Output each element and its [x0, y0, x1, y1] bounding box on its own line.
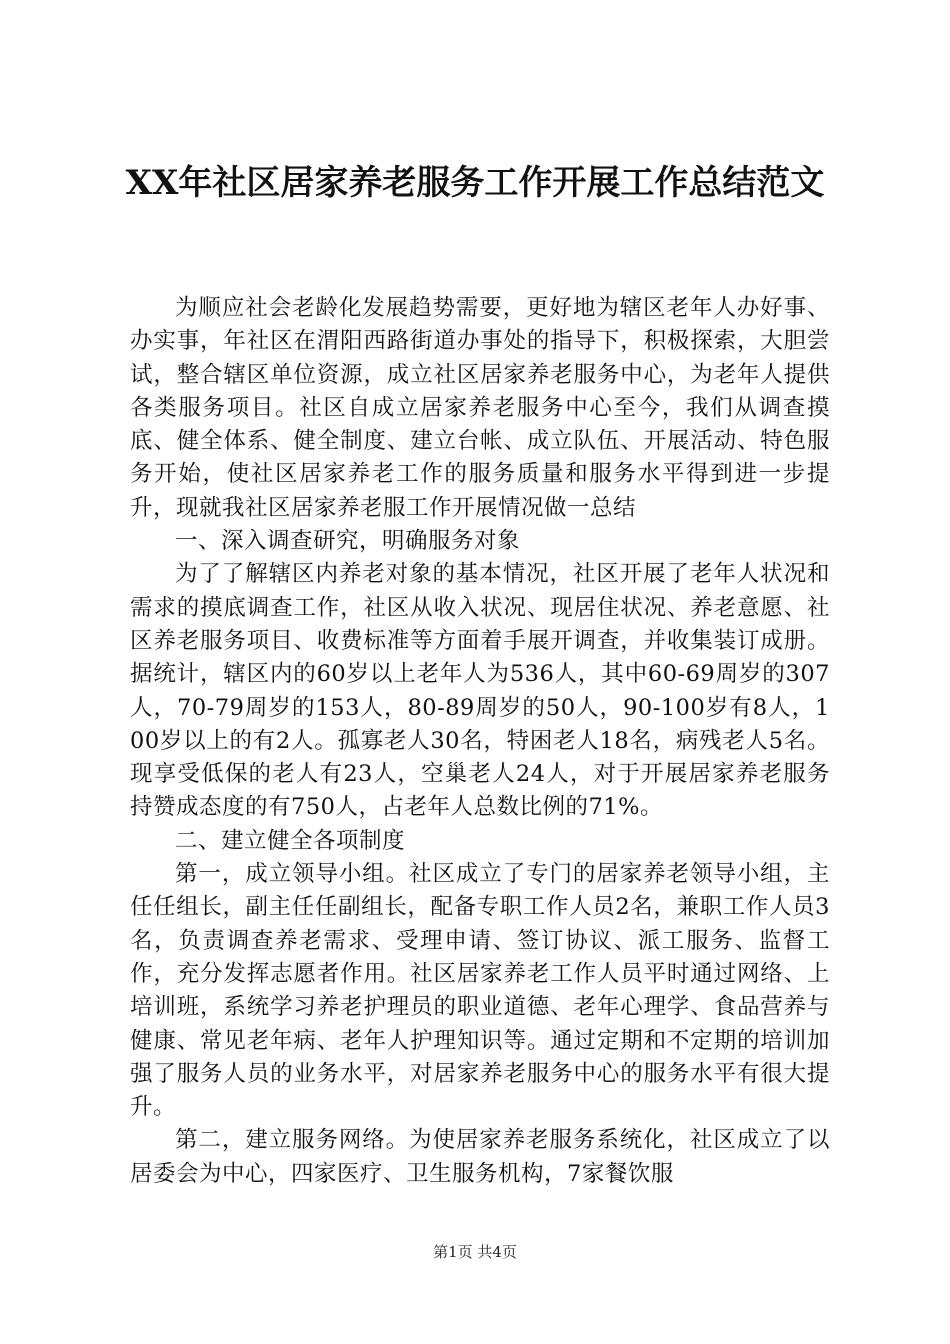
section-heading-1: 一、深入调查研究，明确服务对象 — [175, 528, 521, 555]
network-paragraph: 第二，建立服务网络。为使居家养老服务系统化，社区成立了以居委会为中心，四家医疗、卫生服务机构，7家餐饮服 — [130, 1127, 830, 1187]
document-body — [130, 292, 830, 1191]
survey-paragraph: 为了了解辖区内养老对象的基本情况，社区开展了老年人状况和需求的摸底调查工作，社区从收入状况、现居住状况、养老意愿、社区养老服务项目、收费标准等方面着手展开调查，并收集装订成册。据统计，辖区内的60岁以上老年人为536人，其中60-69周岁的307人，70-79周岁的153人，80-89周岁的50人，90-100岁有8人，100岁以上的有2人。孤寡老人30名，特困老人18名，病残老人5名。现享受低保的老人有23人，空巢老人24人，对于开展居家养老服务持赞成态度的有750人，占老年人总数比例的71%。 — [130, 561, 830, 821]
document-title: XX年社区居家养老服务工作开展工作总结范文 — [125, 163, 825, 203]
intro-paragraph: 为顺应社会老龄化发展趋势需要，更好地为辖区老年人办好事、办实事，年社区在渭阳西路街道办事处的指导下，积极探索，大胆尝试，整合辖区单位资源，成立社区居家养老服务中心，为老年人提供各类服务项目。社区自成立居家养老服务中心至今，我们从调查摸底、健全体系、健全制度、建立台帐、成立队伍、开展活动、特色服务开始，使社区居家养老工作的服务质量和服务水平得到进一步提升，现就我社区居家养老服工作开展情况做一总结 — [130, 295, 830, 521]
page-number-footer: 第1页 共4页 — [433, 1243, 517, 1261]
section-heading-2: 二、建立健全各项制度 — [175, 827, 406, 854]
leadership-paragraph: 第一，成立领导小组。社区成立了专门的居家养老领导小组，主任任组长，副主任任副组长，配备专职工作人员2名，兼职工作人员3名，负责调查养老需求、受理申请、签订协议、派工服务、监督工作，充分发挥志愿者作用。社区居家养老工作人员平时通过网络、上培训班，系统学习养老护理员的职业道德、老年心理学、食品营养与健康、常见老年病、老年人护理知识等。通过定期和不定期的培训加强了服务人员的业务水平，对居家养老服务中心的服务水平有很大提升。 — [130, 861, 830, 1121]
